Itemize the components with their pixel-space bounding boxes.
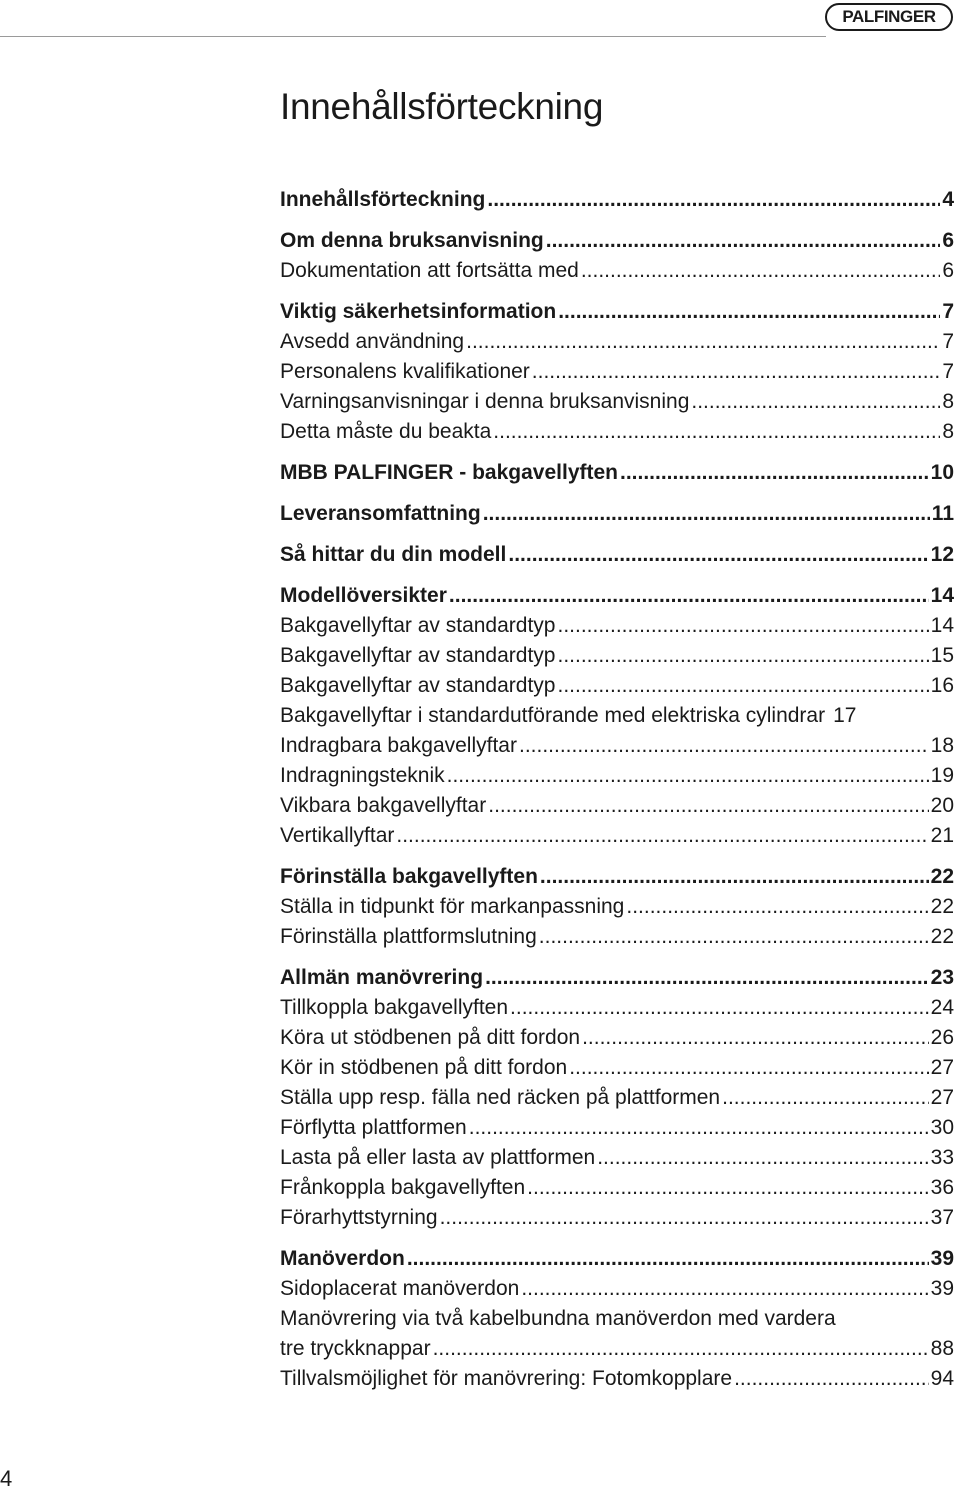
toc-entry-title: Manövrering via två kabelbundna manöverdon med vardera [280,1307,836,1330]
header-rule [0,36,826,37]
toc-dot-leader [493,417,940,447]
toc-entry-title: Tillvalsmöjlighet för manövrering: Fotomkopplare [280,1367,733,1390]
toc-entry-title: Detta måste du beakta [280,420,492,443]
toc-entry-title: Förflytta plattformen [280,1116,467,1139]
toc-dot-leader [558,297,940,327]
toc-entry-title: Indragningsteknik [280,764,445,787]
toc-entry[interactable] [280,611,954,641]
toc-dot-leader [557,671,928,701]
toc-entry[interactable] [280,387,954,417]
table-of-contents [280,185,954,1394]
toc-dot-leader [449,581,929,611]
toc-entry-title: Innehållsförteckning [280,188,486,211]
toc-entry-title: Allmän manövrering [280,966,484,989]
toc-dot-leader [569,1053,928,1083]
toc-entry-page: 7 [942,300,954,323]
toc-entry-page: 39 [930,1247,954,1270]
toc-entry[interactable] [280,701,954,731]
toc-entry-title: Manöverdon [280,1247,405,1270]
toc-entry-title: Vertikallyftar [280,824,395,847]
toc-dot-leader [488,791,928,821]
toc-entry-page: 18 [930,734,954,757]
toc-entry-title: Bakgavellyftar av standardtyp [280,614,556,637]
toc-entry-page: 88 [930,1337,954,1360]
toc-dot-leader [557,611,928,641]
toc-entry-title: Om denna bruksanvisning [280,229,544,252]
toc-entry[interactable] [280,417,954,447]
toc-entry-page: 12 [930,543,954,566]
toc-entry-page: 8 [942,390,954,413]
toc-entry-page: 7 [942,330,954,353]
toc-entry[interactable] [280,540,954,570]
toc-entry[interactable] [280,327,954,357]
toc-entry[interactable] [280,1083,954,1113]
toc-entry-title: Avsedd användning [280,330,465,353]
toc-dot-leader [521,1274,928,1304]
toc-entry[interactable] [280,1023,954,1053]
toc-entry-title: Sidoplacerat manöverdon [280,1277,520,1300]
toc-entry-title: Förinställa bakgavellyften [280,865,538,888]
toc-dot-leader [510,993,929,1023]
toc-entry-page: 22 [930,925,954,948]
toc-entry-page: 33 [930,1146,954,1169]
toc-entry[interactable] [280,821,954,851]
toc-entry-title: Bakgavellyftar av standardtyp [280,674,556,697]
toc-dot-leader [691,387,940,417]
page-title: Innehållsförteckning [280,86,604,127]
toc-dot-leader [581,256,940,286]
toc-entry[interactable] [280,963,954,993]
toc-entry[interactable] [280,1244,954,1274]
toc-dot-leader [540,862,929,892]
toc-entry-page: 27 [930,1086,954,1109]
toc-entry[interactable] [280,499,954,529]
toc-entry-title: Så hittar du din modell [280,543,507,566]
toc-entry[interactable] [280,791,954,821]
toc-entry-page: 23 [930,966,954,989]
toc-entry-title: Tillkoppla bakgavellyften [280,996,509,1019]
toc-entry[interactable] [280,1334,954,1364]
toc-entry-title: Köra ut stödbenen på ditt fordon [280,1026,581,1049]
toc-entry[interactable] [280,458,954,488]
toc-entry-title: Förinställa plattformslutning [280,925,537,948]
toc-dot-leader [485,963,929,993]
toc-entry-title: Bakgavellyftar av standardtyp [280,644,556,667]
toc-entry-title: Bakgavellyftar i standardutförande med elektriska cylindrar [280,704,826,727]
toc-dot-leader [440,1203,929,1233]
toc-entry-page: 27 [930,1056,954,1079]
toc-entry[interactable] [280,1364,954,1394]
toc-entry[interactable] [280,1113,954,1143]
toc-entry[interactable] [280,357,954,387]
toc-entry-title: tre tryckknappar [280,1337,431,1360]
toc-entry-title: Vikbara bakgavellyftar [280,794,487,817]
toc-dot-leader [407,1244,929,1274]
toc-entry-page: 37 [930,1206,954,1229]
toc-dot-leader [527,1173,928,1203]
toc-entry-page: 22 [930,895,954,918]
toc-entry-page: 17 [833,704,857,727]
toc-entry-page: 14 [930,614,954,637]
toc-dot-leader [626,892,928,922]
page-number: 4 [0,1466,13,1491]
toc-entry-page: 6 [942,259,954,282]
toc-entry[interactable] [280,862,954,892]
toc-entry[interactable] [280,641,954,671]
toc-entry-title: Modellöversikter [280,584,447,607]
toc-entry-page: 15 [930,644,954,667]
toc-dot-leader [483,499,930,529]
toc-entry-title: Dokumentation att fortsätta med [280,259,579,282]
toc-entry-page: 24 [930,996,954,1019]
toc-entry-page: 26 [930,1026,954,1049]
toc-dot-leader [620,458,929,488]
toc-dot-leader [519,731,929,761]
toc-entry-title: Viktig säkerhetsinformation [280,300,557,323]
toc-entry-title: Leveransomfattning [280,502,481,525]
toc-entry-page: 21 [930,824,954,847]
toc-entry-title: Frånkoppla bakgavellyften [280,1176,526,1199]
palfinger-logo: PALFINGER [825,3,953,31]
toc-entry-page: 11 [931,502,954,525]
toc-dot-leader [532,357,941,387]
toc-entry[interactable] [280,185,954,215]
toc-entry[interactable] [280,1053,954,1083]
toc-entry-page: 14 [930,584,954,607]
toc-entry-title: Indragbara bakgavellyftar [280,734,517,757]
toc-entry-title: Personalens kvalifikationer [280,360,530,383]
toc-entry[interactable] [280,226,954,256]
toc-entry[interactable] [280,1304,954,1334]
toc-entry-page: 30 [930,1116,954,1139]
toc-entry[interactable] [280,892,954,922]
toc-entry[interactable] [280,761,954,791]
toc-entry[interactable] [280,1173,954,1203]
toc-entry[interactable] [280,671,954,701]
toc-entry[interactable] [280,1274,954,1304]
toc-entry[interactable] [280,993,954,1023]
toc-dot-leader [508,540,928,570]
toc-dot-leader [447,761,929,791]
toc-entry-title: Varningsanvisningar i denna bruksanvisning [280,390,690,413]
toc-dot-leader [433,1334,929,1364]
toc-entry-title: Ställa in tidpunkt för markanpassning [280,895,625,918]
toc-dot-leader [546,226,941,256]
toc-dot-leader [487,185,940,215]
toc-dot-leader [597,1143,928,1173]
toc-entry[interactable] [280,731,954,761]
toc-dot-leader [722,1083,929,1113]
toc-entry-title: Förarhyttstyrning [280,1206,438,1229]
toc-dot-leader [734,1364,929,1394]
toc-entry-page: 20 [930,794,954,817]
toc-entry-page: 19 [930,764,954,787]
toc-entry-page: 39 [930,1277,954,1300]
toc-entry[interactable] [280,1143,954,1173]
toc-entry[interactable] [280,1203,954,1233]
toc-entry-title: MBB PALFINGER - bakgavellyften [280,461,618,484]
toc-dot-leader [466,327,940,357]
toc-entry-title: Lasta på eller lasta av plattformen [280,1146,596,1169]
toc-entry[interactable] [280,922,954,952]
toc-dot-leader [557,641,928,671]
toc-dot-leader [539,922,929,952]
toc-entry-page: 36 [930,1176,954,1199]
toc-entry-page: 6 [942,229,954,252]
toc-entry[interactable] [280,581,954,611]
toc-dot-leader [582,1023,929,1053]
toc-entry-page: 7 [942,360,954,383]
toc-entry-page: 16 [930,674,954,697]
toc-entry-page: 8 [942,420,954,443]
toc-entry-page: 94 [930,1367,954,1390]
toc-entry[interactable] [280,297,954,327]
toc-entry-page: 4 [942,188,954,211]
toc-dot-leader [396,821,928,851]
toc-entry[interactable] [280,256,954,286]
toc-entry-title: Ställa upp resp. fälla ned räcken på plattformen [280,1086,721,1109]
toc-entry-title: Kör in stödbenen på ditt fordon [280,1056,568,1079]
toc-entry-page: 10 [930,461,954,484]
toc-dot-leader [469,1113,929,1143]
toc-entry-page: 22 [930,865,954,888]
